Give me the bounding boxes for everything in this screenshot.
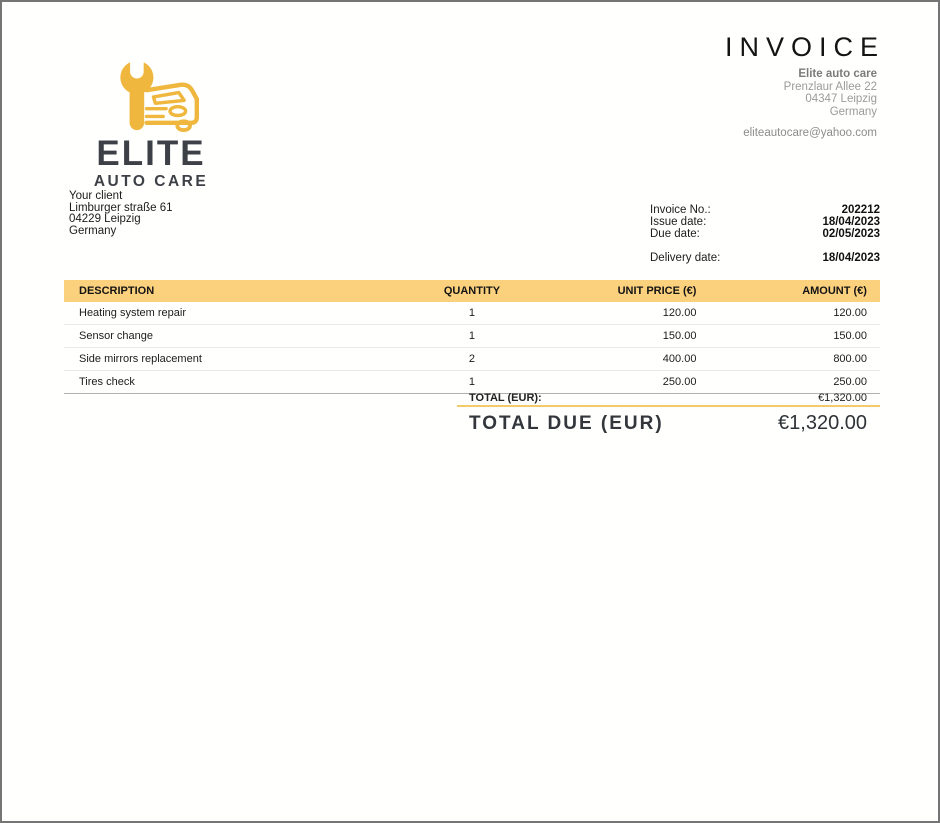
company-street: Prenzlaur Allee 22 — [783, 80, 877, 93]
page-title: INVOICE — [724, 32, 885, 62]
meta-row-due-date — [650, 228, 880, 240]
header-amount: AMOUNT (€) — [802, 285, 867, 297]
meta-value: 18/04/2023 — [822, 252, 880, 264]
cell-quantity: 1 — [468, 376, 476, 388]
wrench-icon — [120, 58, 153, 130]
client-street: Limburger straße 61 — [69, 201, 173, 214]
logo-subtitle: AUTO CARE — [93, 173, 209, 190]
car-icon — [146, 85, 196, 130]
cell-description: Side mirrors replacement — [79, 353, 202, 365]
client-name: Your client — [69, 190, 123, 202]
cell-unit-price: 400.00 — [662, 353, 697, 365]
cell-description: Sensor change — [79, 330, 153, 342]
total-due-row — [457, 407, 880, 435]
subtotal-row — [457, 390, 880, 407]
subtotal-value: €1,320.00 — [818, 391, 867, 404]
company-country: Germany — [829, 105, 877, 118]
line-items-table — [64, 280, 880, 394]
header-description: DESCRIPTION — [79, 285, 155, 297]
logo-wordmark: ELITE — [96, 134, 206, 173]
cell-amount: 120.00 — [833, 307, 867, 319]
client-city: 04229 Leipzig — [69, 213, 141, 225]
company-email: eliteautocare@yahoo.com — [743, 127, 877, 139]
meta-row-issue-date — [650, 216, 880, 228]
invoice-meta — [650, 204, 880, 264]
meta-label: Due date: — [650, 228, 700, 240]
table-row — [64, 325, 880, 348]
cell-amount: 800.00 — [833, 353, 867, 365]
client-country: Germany — [69, 224, 117, 237]
cell-description: Heating system repair — [79, 307, 186, 319]
subtotal-label: TOTAL (EUR): — [469, 391, 542, 404]
table-row — [64, 302, 880, 325]
cell-amount: 150.00 — [833, 330, 867, 342]
table-header-row — [64, 280, 880, 302]
cell-quantity: 1 — [468, 330, 476, 342]
cell-description: Tires check — [79, 376, 135, 388]
meta-value: 202212 — [841, 204, 880, 216]
header-unit-price: UNIT PRICE (€) — [617, 285, 697, 297]
meta-label: Invoice No.: — [650, 204, 711, 216]
meta-label: Issue date: — [650, 216, 707, 228]
company-city: 04347 Leipzig — [805, 93, 877, 105]
client-address-block — [69, 191, 173, 237]
meta-row-invoice-no — [650, 204, 880, 216]
total-due-label: TOTAL DUE (EUR) — [469, 413, 664, 434]
cell-quantity: 2 — [468, 353, 476, 365]
company-name: Elite auto care — [798, 68, 877, 80]
cell-amount: 250.00 — [833, 376, 867, 388]
cell-unit-price: 250.00 — [662, 376, 697, 388]
wrench-car-icon — [94, 58, 209, 134]
meta-row-delivery-date — [650, 252, 880, 264]
total-due-value: €1,320.00 — [778, 412, 867, 434]
company-address-block — [743, 68, 877, 140]
meta-value: 18/04/2023 — [822, 216, 880, 228]
cell-quantity: 1 — [468, 307, 476, 319]
totals-section — [457, 390, 880, 435]
header-quantity: QUANTITY — [443, 285, 501, 297]
meta-value: 02/05/2023 — [822, 228, 880, 240]
cell-unit-price: 150.00 — [662, 330, 697, 342]
cell-unit-price: 120.00 — [662, 307, 697, 319]
table-row — [64, 348, 880, 371]
meta-label: Delivery date: — [650, 252, 721, 264]
company-logo — [87, 58, 215, 190]
